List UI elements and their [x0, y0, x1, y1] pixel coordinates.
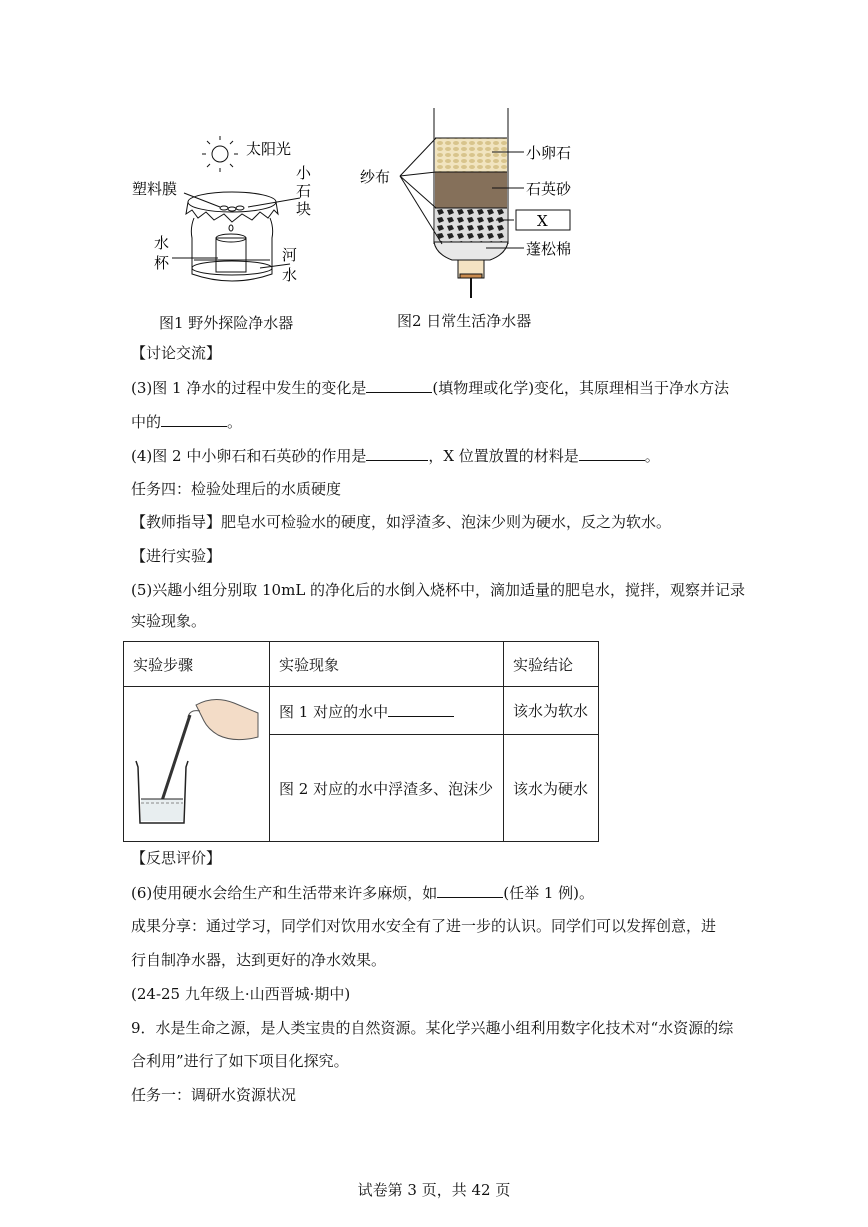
quartz-sand-layer	[435, 172, 507, 208]
header-step: 实验步骤	[124, 642, 270, 687]
question-4: (4)图 2 中小卵石和石英砂的作用是 ，X 位置放置的材料是 。	[131, 444, 741, 467]
answer-blank[interactable]	[579, 444, 645, 461]
header-conclusion: 实验结论	[504, 642, 599, 687]
conclusion-1: 该水为软水	[504, 687, 599, 735]
beaker-stirring-illustration	[124, 687, 268, 837]
question-3-line-2: 中的 。	[131, 410, 741, 433]
answer-blank[interactable]	[366, 376, 432, 393]
jar-drawing	[172, 192, 300, 281]
experiment-illustration-cell	[124, 687, 270, 842]
answer-blank[interactable]	[437, 881, 503, 898]
label-river-2: 水	[282, 266, 298, 284]
label-pebble: 小卵石	[526, 144, 572, 162]
table-row	[124, 687, 599, 735]
answer-blank[interactable]	[161, 410, 227, 427]
header-phenomenon: 实验现象	[270, 642, 504, 687]
label-cup-1: 水	[154, 234, 170, 252]
task-1: 任务一：调研水资源状况	[131, 1086, 297, 1104]
label-cup-2: 杯	[154, 254, 170, 272]
label-quartz-sand: 石英砂	[526, 180, 572, 198]
label-stone-2: 石	[296, 182, 312, 200]
table-header-row	[124, 642, 599, 687]
answer-blank[interactable]	[388, 700, 454, 717]
question-6: (6)使用硬水会给生产和生活带来许多麻烦，如 (任举 1 例)。	[131, 881, 741, 904]
question-3-line-1: (3)图 1 净水的过程中发生的变化是 (填物理或化学)变化，其原理相当于净水方法	[131, 376, 741, 399]
phenomenon-1: 图 1 对应的水中	[270, 687, 504, 735]
discussion-heading: 【讨论交流】	[131, 344, 222, 362]
experiment-table	[123, 641, 599, 842]
question-source: (24-25 九年级上·山西晋城·期中)	[131, 985, 351, 1003]
figure1-caption: 图1 野外探险净水器	[159, 314, 294, 332]
share-line-1: 成果分享：通过学习，同学们对饮用水安全有了进一步的认识。同学们可以发挥创意，进	[131, 917, 717, 935]
label-sun: 太阳光	[246, 140, 292, 158]
reflection-heading: 【反思评价】	[131, 849, 222, 867]
question-5-line-1: (5)兴趣小组分别取 10mL 的净化后的水倒入烧杯中，滴加适量的肥皂水，搅拌，观察并记录	[131, 581, 746, 599]
conclusion-2: 该水为硬水	[504, 735, 599, 842]
label-stone-1: 小	[296, 164, 312, 182]
pebble-layer	[435, 138, 507, 172]
sun-icon	[202, 136, 238, 172]
teacher-guidance: 【教师指导】肥皂水可检验水的硬度，如浮渣多、泡沫少则为硬水，反之为软水。	[131, 513, 672, 531]
label-x: X	[537, 212, 548, 230]
label-gauze: 纱布	[360, 168, 391, 186]
label-river-1: 河	[282, 246, 298, 264]
task-4: 任务四：检验处理后的水质硬度	[131, 480, 342, 498]
cotton-layer	[434, 242, 508, 260]
x-material-layer	[435, 208, 507, 242]
phenomenon-2: 图 2 对应的水中浮渣多、泡沫少	[270, 735, 504, 842]
label-cotton: 蓬松棉	[526, 240, 572, 258]
question-9-line-1: 9．水是生命之源，是人类宝贵的自然资源。某化学兴趣小组利用数字化技术对“水资源的综	[131, 1019, 734, 1037]
figure2-caption: 图2 日常生活净水器	[397, 312, 532, 330]
figure2-daily-water-purifier	[356, 104, 596, 304]
question-9-line-2: 合利用”进行了如下项目化探究。	[131, 1052, 349, 1070]
label-stone-3: 块	[296, 200, 312, 218]
figure1-field-water-purifier	[120, 128, 340, 306]
answer-blank[interactable]	[366, 444, 428, 461]
question-5-line-2: 实验现象。	[131, 612, 207, 630]
experiment-heading: 【进行实验】	[131, 547, 222, 565]
label-plastic-film: 塑料膜	[132, 180, 178, 198]
share-line-2: 行自制净水器，达到更好的净水效果。	[131, 951, 387, 969]
page-footer: 试卷第 3 页，共 42 页	[357, 1181, 511, 1199]
